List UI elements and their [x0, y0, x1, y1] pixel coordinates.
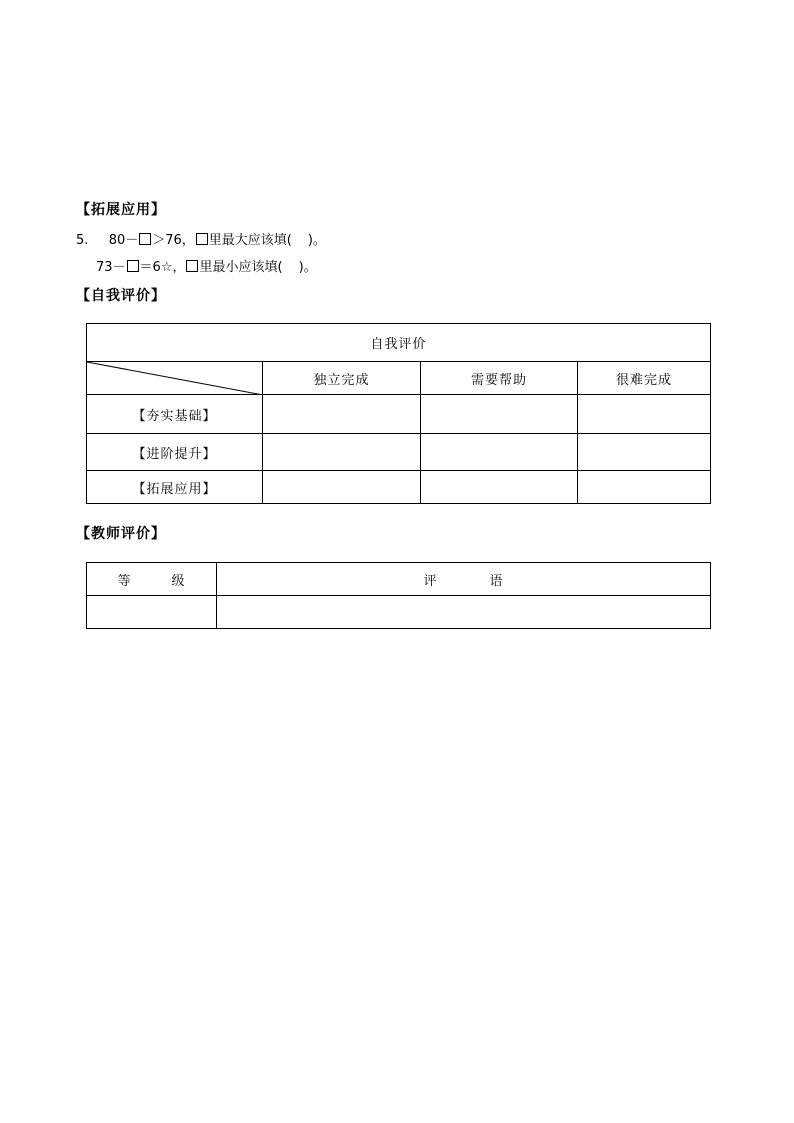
question-5-expr-f: ＝6☆，: [139, 260, 186, 275]
blank-box-icon: [196, 233, 208, 245]
table-cell[interactable]: [263, 471, 421, 504]
grade-header-char-2: 级: [171, 573, 186, 589]
blank-box-icon: [139, 233, 151, 245]
table-cell[interactable]: [578, 471, 711, 504]
question-5-expr-a: 80－: [108, 233, 139, 248]
column-header-difficult: 很难完成: [578, 362, 711, 395]
comment-cell[interactable]: [217, 596, 711, 629]
column-header-need-help: 需要帮助: [421, 362, 578, 395]
question-5-expr-d: )。: [307, 233, 326, 248]
table-cell[interactable]: [421, 434, 578, 471]
table-cell[interactable]: [578, 434, 711, 471]
question-5-expr-e: 73－: [96, 260, 126, 275]
question-5-line-1: [76, 229, 326, 248]
grade-cell[interactable]: [87, 596, 217, 629]
self-eval-title: 自我评价: [87, 324, 711, 362]
extend-heading: 【拓展应用】: [76, 202, 166, 218]
grade-header: [87, 563, 217, 596]
diagonal-line-icon: [87, 362, 263, 395]
blank-box-icon: [186, 260, 198, 272]
teacher-eval-table: [86, 562, 711, 629]
question-5-expr-b: ＞76，: [152, 233, 195, 248]
table-cell[interactable]: [263, 434, 421, 471]
table-cell[interactable]: [421, 471, 578, 504]
question-5-expr-c: 里最大应该填(: [208, 233, 292, 248]
question-5-line-2: [96, 256, 317, 275]
column-header-independent: 独立完成: [263, 362, 421, 395]
question-5-expr-g: 里最小应该填(: [199, 260, 283, 275]
question-number: 5.: [76, 233, 89, 248]
row-label-extend: 【拓展应用】: [87, 471, 263, 504]
teacher-eval-heading: 【教师评价】: [76, 526, 166, 542]
table-cell[interactable]: [263, 395, 421, 434]
table-cell[interactable]: [421, 395, 578, 434]
self-eval-table: [86, 323, 711, 504]
question-5-expr-h: )。: [298, 260, 317, 275]
comment-header: [217, 563, 711, 596]
table-cell[interactable]: [578, 395, 711, 434]
row-label-basic: 【夯实基础】: [87, 395, 263, 434]
comment-header-char-2: 语: [489, 573, 504, 589]
blank-box-icon: [127, 260, 139, 272]
self-eval-heading: 【自我评价】: [76, 288, 166, 304]
grade-header-char-1: 等: [117, 573, 132, 589]
row-label-advanced: 【进阶提升】: [87, 434, 263, 471]
comment-header-char-1: 评: [423, 573, 438, 589]
diagonal-header-cell: [87, 362, 263, 395]
